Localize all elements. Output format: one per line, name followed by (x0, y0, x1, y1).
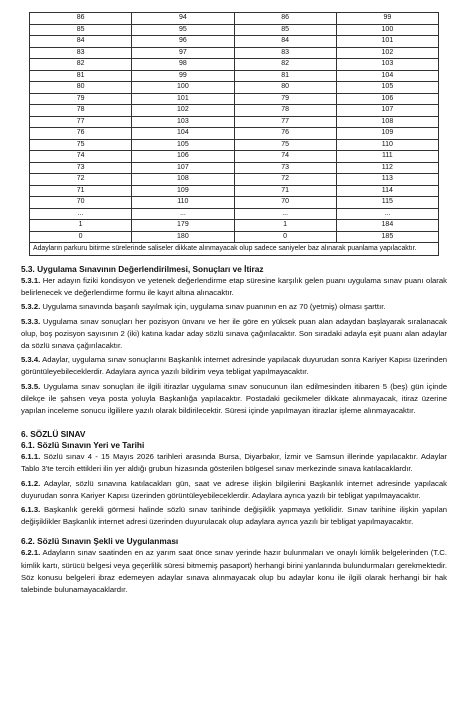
table-cell: 103 (336, 59, 438, 71)
table-row (30, 105, 439, 117)
table-cell: 98 (132, 59, 234, 71)
table-cell: 77 (30, 116, 132, 128)
table-row (30, 59, 439, 71)
paragraph-number: 6.1.1. (21, 452, 41, 462)
paragraph-text: Adaylar, uygulama sınav sonuçlarını Başkanlık internet adresinde yapılacak duyurudan sonra Kariyer Kapısı üzerinden görüntüleyebileceklerdir. Adaylara ayrıca yazılı bildirim veya tebligat yapılmayacaktır. (21, 355, 447, 377)
section-5-3-title: 5.3. Uygulama Sınavının Değerlendirilmesi, Sonuçları ve İtiraz (21, 264, 264, 274)
table-cell: 111 (336, 151, 438, 163)
score-table-note: Adayların parkuru bitirme sürelerinde saliseler dikkate alınmayacak olup sadece saniyeler baz alınarak puanlama yapılacaktır. (30, 243, 439, 256)
table-cell: ... (30, 208, 132, 220)
table-cell: 76 (234, 128, 336, 140)
table-row (30, 116, 439, 128)
table-row (30, 208, 439, 220)
paragraph-item (21, 316, 447, 353)
table-cell: 86 (234, 13, 336, 25)
table-cell: 79 (30, 93, 132, 105)
paragraph-number: 5.3.5. (21, 381, 41, 391)
table-cell: 70 (30, 197, 132, 209)
table-row (30, 47, 439, 59)
table-cell: 105 (132, 139, 234, 151)
table-cell: 1 (234, 220, 336, 232)
paragraph-number: 5.3.3. (21, 316, 41, 326)
score-table (29, 12, 439, 256)
paragraph-text: Uygulama sınavında başarılı sayılmak için, uygulama sınav puanının en az 70 (yetmiş) olması şarttır. (42, 302, 386, 312)
table-cell: 110 (132, 197, 234, 209)
table-cell: 104 (132, 128, 234, 140)
document-body (21, 264, 447, 598)
table-row (30, 13, 439, 25)
table-cell: 73 (30, 162, 132, 174)
table-cell: 83 (234, 47, 336, 59)
table-cell: 82 (30, 59, 132, 71)
table-cell: 94 (132, 13, 234, 25)
table-cell: 179 (132, 220, 234, 232)
table-cell: 185 (336, 231, 438, 243)
table-cell: 110 (336, 139, 438, 151)
table-cell: 103 (132, 116, 234, 128)
table-cell: 108 (336, 116, 438, 128)
table-row (30, 93, 439, 105)
table-cell: 100 (132, 82, 234, 94)
table-cell: 105 (336, 82, 438, 94)
paragraph-item (21, 478, 447, 502)
table-row (30, 151, 439, 163)
table-cell: 109 (132, 185, 234, 197)
paragraph-text: Her adayın fiziki kondisyon ve yetenek değerlendirme etap süresine karşılık gelen puanı uygulama sınav puanı olarak belirlenecek ve değerlendirme formu ile kayıt altına alınacaktır. (21, 276, 447, 298)
paragraph-text: Başkanlık gerekli görmesi halinde sözlü sınav tarihinde değişiklik yapmaya yetkilidir. Sınav tarihine ilişkin yapılan değişiklikler Başkanlık internet adresi üzerinden duyurulacak olup adaylara ayrıca yazılı bir tebligat yapılmayacaktır. (21, 505, 448, 527)
table-cell: 107 (336, 105, 438, 117)
table-cell: 0 (30, 231, 132, 243)
table-cell: 104 (336, 70, 438, 82)
table-row (30, 36, 439, 48)
table-cell: 84 (234, 36, 336, 48)
table-cell: 112 (336, 162, 438, 174)
paragraph-number: 5.3.1. (21, 276, 41, 285)
table-cell: 78 (234, 105, 336, 117)
table-cell: 75 (30, 139, 132, 151)
table-cell: 99 (132, 70, 234, 82)
table-cell: 80 (30, 82, 132, 94)
table-cell: 85 (30, 24, 132, 36)
table-row (30, 162, 439, 174)
table-cell: 79 (234, 93, 336, 105)
table-cell: 0 (234, 231, 336, 243)
table-row (30, 231, 439, 243)
table-cell: 73 (234, 162, 336, 174)
table-cell: 114 (336, 185, 438, 197)
table-cell: 102 (132, 105, 234, 117)
paragraph-number: 6.1.3. (21, 505, 41, 515)
section-6-title: 6. SÖZLÜ SINAV (21, 429, 86, 440)
table-cell: 77 (234, 116, 336, 128)
paragraph-item (21, 354, 447, 378)
paragraph-text: Uygulama sınav sonuçları her pozisyon ünvanı ve her ile göre en yüksek puan alan adaydan başlayarak sıralanacak olup, boş pozisyon sayısının 2 (iki) katına kadar aday sözlü sınava çağırılacaktır. Son sıradaki adayla eşit puanı alan adaylar da sözlü sınava çağırılacaktır. (21, 316, 447, 351)
table-cell: 74 (30, 151, 132, 163)
table-row (30, 139, 439, 151)
section-6-2-title: 6.2. Sözlü Sınavın Şekli ve Uygulanması (21, 536, 179, 547)
table-cell: 101 (336, 36, 438, 48)
table-row (30, 82, 439, 94)
section-5-3-items (21, 275, 447, 417)
table-cell: 109 (336, 128, 438, 140)
paragraph-item (21, 301, 447, 313)
paragraph-item (21, 547, 447, 596)
paragraph-number: 6.1.2. (21, 478, 41, 488)
table-cell: 85 (234, 24, 336, 36)
table-cell: 100 (336, 24, 438, 36)
table-row (30, 70, 439, 82)
table-row (30, 220, 439, 232)
table-cell: 74 (234, 151, 336, 163)
table-cell: 71 (234, 185, 336, 197)
table-row (30, 185, 439, 197)
table-cell: 70 (234, 197, 336, 209)
table-cell: 86 (30, 13, 132, 25)
table-cell: 75 (234, 139, 336, 151)
table-row (30, 128, 439, 140)
paragraph-number: 5.3.2. (21, 302, 41, 312)
table-cell: 97 (132, 47, 234, 59)
paragraph-text: Adaylar, sözlü sınavına katılacakları gün, saat ve adrese ilişkin bilgilerini Başkanlık internet adresinde yapılacak duyurudan sonra Kariyer Kapısı üzerinden görüntüleyebileceklerdir. Adaylara ayrıca yazılı bir tebligat yapılmayacaktır. (21, 478, 447, 500)
paragraph-text: Sözlü sınav 4 - 15 Mayıs 2026 tarihleri arasında Bursa, Diyarbakır, İzmir ve Samsun illerinde yapılacaktır. Adaylar Tablo 3'te tercih ettikleri ilin yer aldığı grubun hizasında gösterilen bölgesel sınav merkezinde sınava katılacaklardır. (21, 452, 447, 474)
table-cell: ... (132, 208, 234, 220)
table-cell: 80 (234, 82, 336, 94)
table-cell: ... (336, 208, 438, 220)
table-cell: 81 (30, 70, 132, 82)
table-cell: 102 (336, 47, 438, 59)
table-cell: 115 (336, 197, 438, 209)
table-cell: 76 (30, 128, 132, 140)
table-row (30, 197, 439, 209)
table-row (30, 174, 439, 186)
paragraph-item (21, 381, 447, 418)
score-table-note-row (30, 243, 439, 256)
table-cell: 72 (30, 174, 132, 186)
paragraph-item (21, 275, 447, 299)
section-6-1-title: 6.1. Sözlü Sınavın Yeri ve Tarihi (21, 440, 145, 451)
score-table-body (30, 13, 439, 243)
table-cell: 84 (30, 36, 132, 48)
paragraph-text: Uygulama sınav sonuçları ile ilgili itirazlar uygulama sınav sonucunun ilan edilmesinden itibaren 5 (beş) gün içinde dilekçe ile şahsen veya posta yoluyla Başkanlığa yapılacaktır. Postadaki gecikmeler dikkate alınmayacak, itiraz üzerine yapılan inceleme sonucu ilgililere yazılı olarak bildirilecektir. Süresi içinde yapılmayan itirazlar işleme alınmayacaktır. (21, 381, 448, 416)
paragraph-number: 6.2.1. (21, 548, 41, 558)
table-cell: 107 (132, 162, 234, 174)
table-cell: 78 (30, 105, 132, 117)
section-6-2-items (21, 547, 447, 596)
paragraph-item (21, 451, 447, 475)
table-cell: 101 (132, 93, 234, 105)
table-cell: 95 (132, 24, 234, 36)
table-cell: 72 (234, 174, 336, 186)
table-cell: 83 (30, 47, 132, 59)
table-cell: ... (234, 208, 336, 220)
table-cell: 81 (234, 70, 336, 82)
table-cell: 106 (336, 93, 438, 105)
table-row (30, 24, 439, 36)
table-cell: 82 (234, 59, 336, 71)
table-cell: 96 (132, 36, 234, 48)
table-cell: 71 (30, 185, 132, 197)
paragraph-text: Adayların sınav saatinden en az yarım saat önce sınav yerinde hazır bulunmaları ve onaylı kimlik belgelerinden (T.C. kimlik kartı, sürücü belgesi veya geçerlilik süresi bitmemiş pasaport) herhangi birini yanlarında bulundurmaları gerekmektedir. Söz konusu belgeleri ibraz edemeyen adaylar sınava alınmayacak olup bu adaylar konu ile ilgili olarak herhangi bir hak talebinde bulunamayacaklardır. (21, 548, 447, 595)
paragraph-number: 5.3.4. (21, 355, 41, 365)
table-cell: 184 (336, 220, 438, 232)
table-cell: 180 (132, 231, 234, 243)
paragraph-item (21, 504, 447, 528)
table-cell: 1 (30, 220, 132, 232)
table-cell: 106 (132, 151, 234, 163)
section-6-1-items (21, 451, 447, 528)
table-cell: 108 (132, 174, 234, 186)
table-cell: 113 (336, 174, 438, 186)
table-cell: 99 (336, 13, 438, 25)
